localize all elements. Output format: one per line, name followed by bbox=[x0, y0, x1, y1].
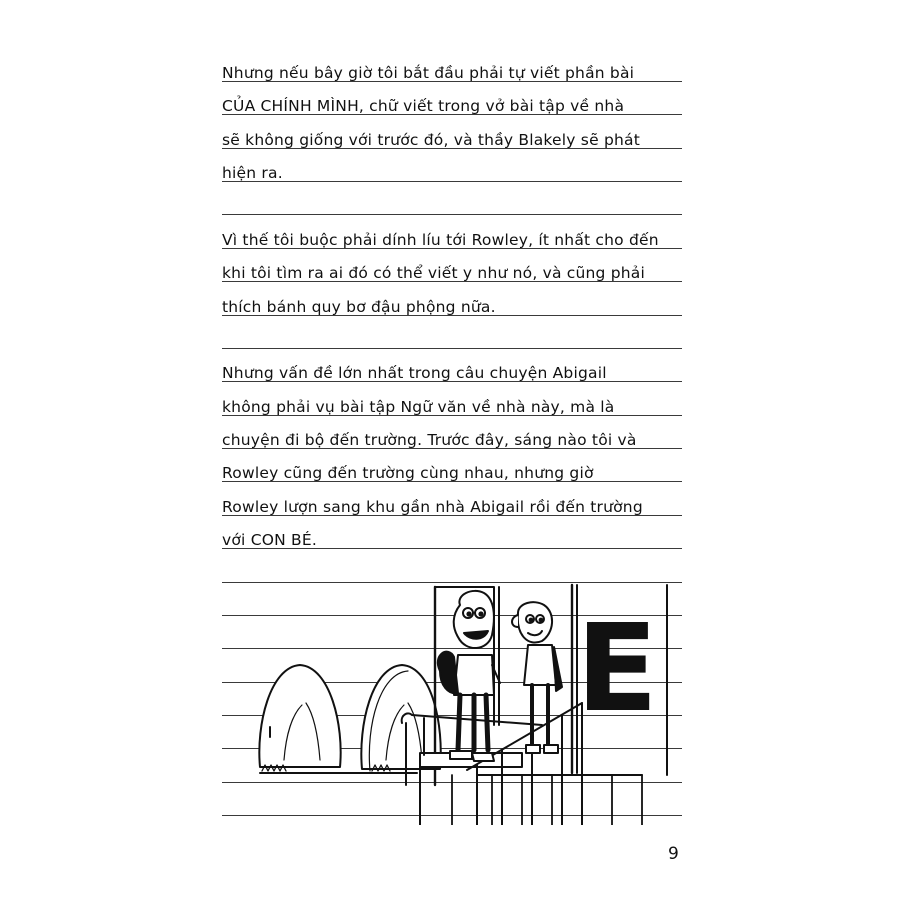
bush-left bbox=[259, 665, 340, 767]
rowley-character bbox=[512, 602, 562, 753]
text-line: Rowley cũng đến trường cùng nhau, nhưng giờ bbox=[222, 464, 594, 482]
text-line: CỦA CHÍNH MÌNH, chữ viết trong vở bài tập về nhà bbox=[222, 97, 625, 115]
text-line: Nhưng nếu bây giờ tôi bắt đầu phải tự viết phần bài bbox=[222, 64, 635, 82]
text-line: khi tôi tìm ra ai đó có thể viết y như nó, và cũng phải bbox=[222, 264, 645, 282]
text-line: Vì thế tôi buộc phải dính líu tới Rowley, ít nhất cho đến bbox=[222, 231, 659, 249]
text-line: sẽ không giống với trước đó, và thầy Blakely sẽ phát bbox=[222, 131, 640, 149]
text-line: Rowley lượn sang khu gần nhà Abigail rồi đến trường bbox=[222, 498, 643, 516]
text-line: thích bánh quy bơ đậu phộng nữa. bbox=[222, 298, 496, 316]
greg-character bbox=[438, 591, 500, 761]
page-number: 9 bbox=[668, 844, 679, 864]
text-line: chuyện đi bộ đến trường. Trước đây, sáng nào tôi và bbox=[222, 431, 637, 449]
text-line: với CON BÉ. bbox=[222, 531, 317, 549]
ruled-line bbox=[222, 348, 682, 349]
school-entrance-illustration bbox=[222, 575, 682, 825]
text-line: không phải vụ bài tập Ngữ văn về nhà này, mà là bbox=[222, 398, 615, 416]
text-line: Nhưng vấn đề lớn nhất trong câu chuyện Abigail bbox=[222, 364, 607, 382]
text-line: hiện ra. bbox=[222, 164, 283, 182]
school-sign-letter: E bbox=[576, 600, 658, 739]
ruled-line bbox=[222, 214, 682, 215]
